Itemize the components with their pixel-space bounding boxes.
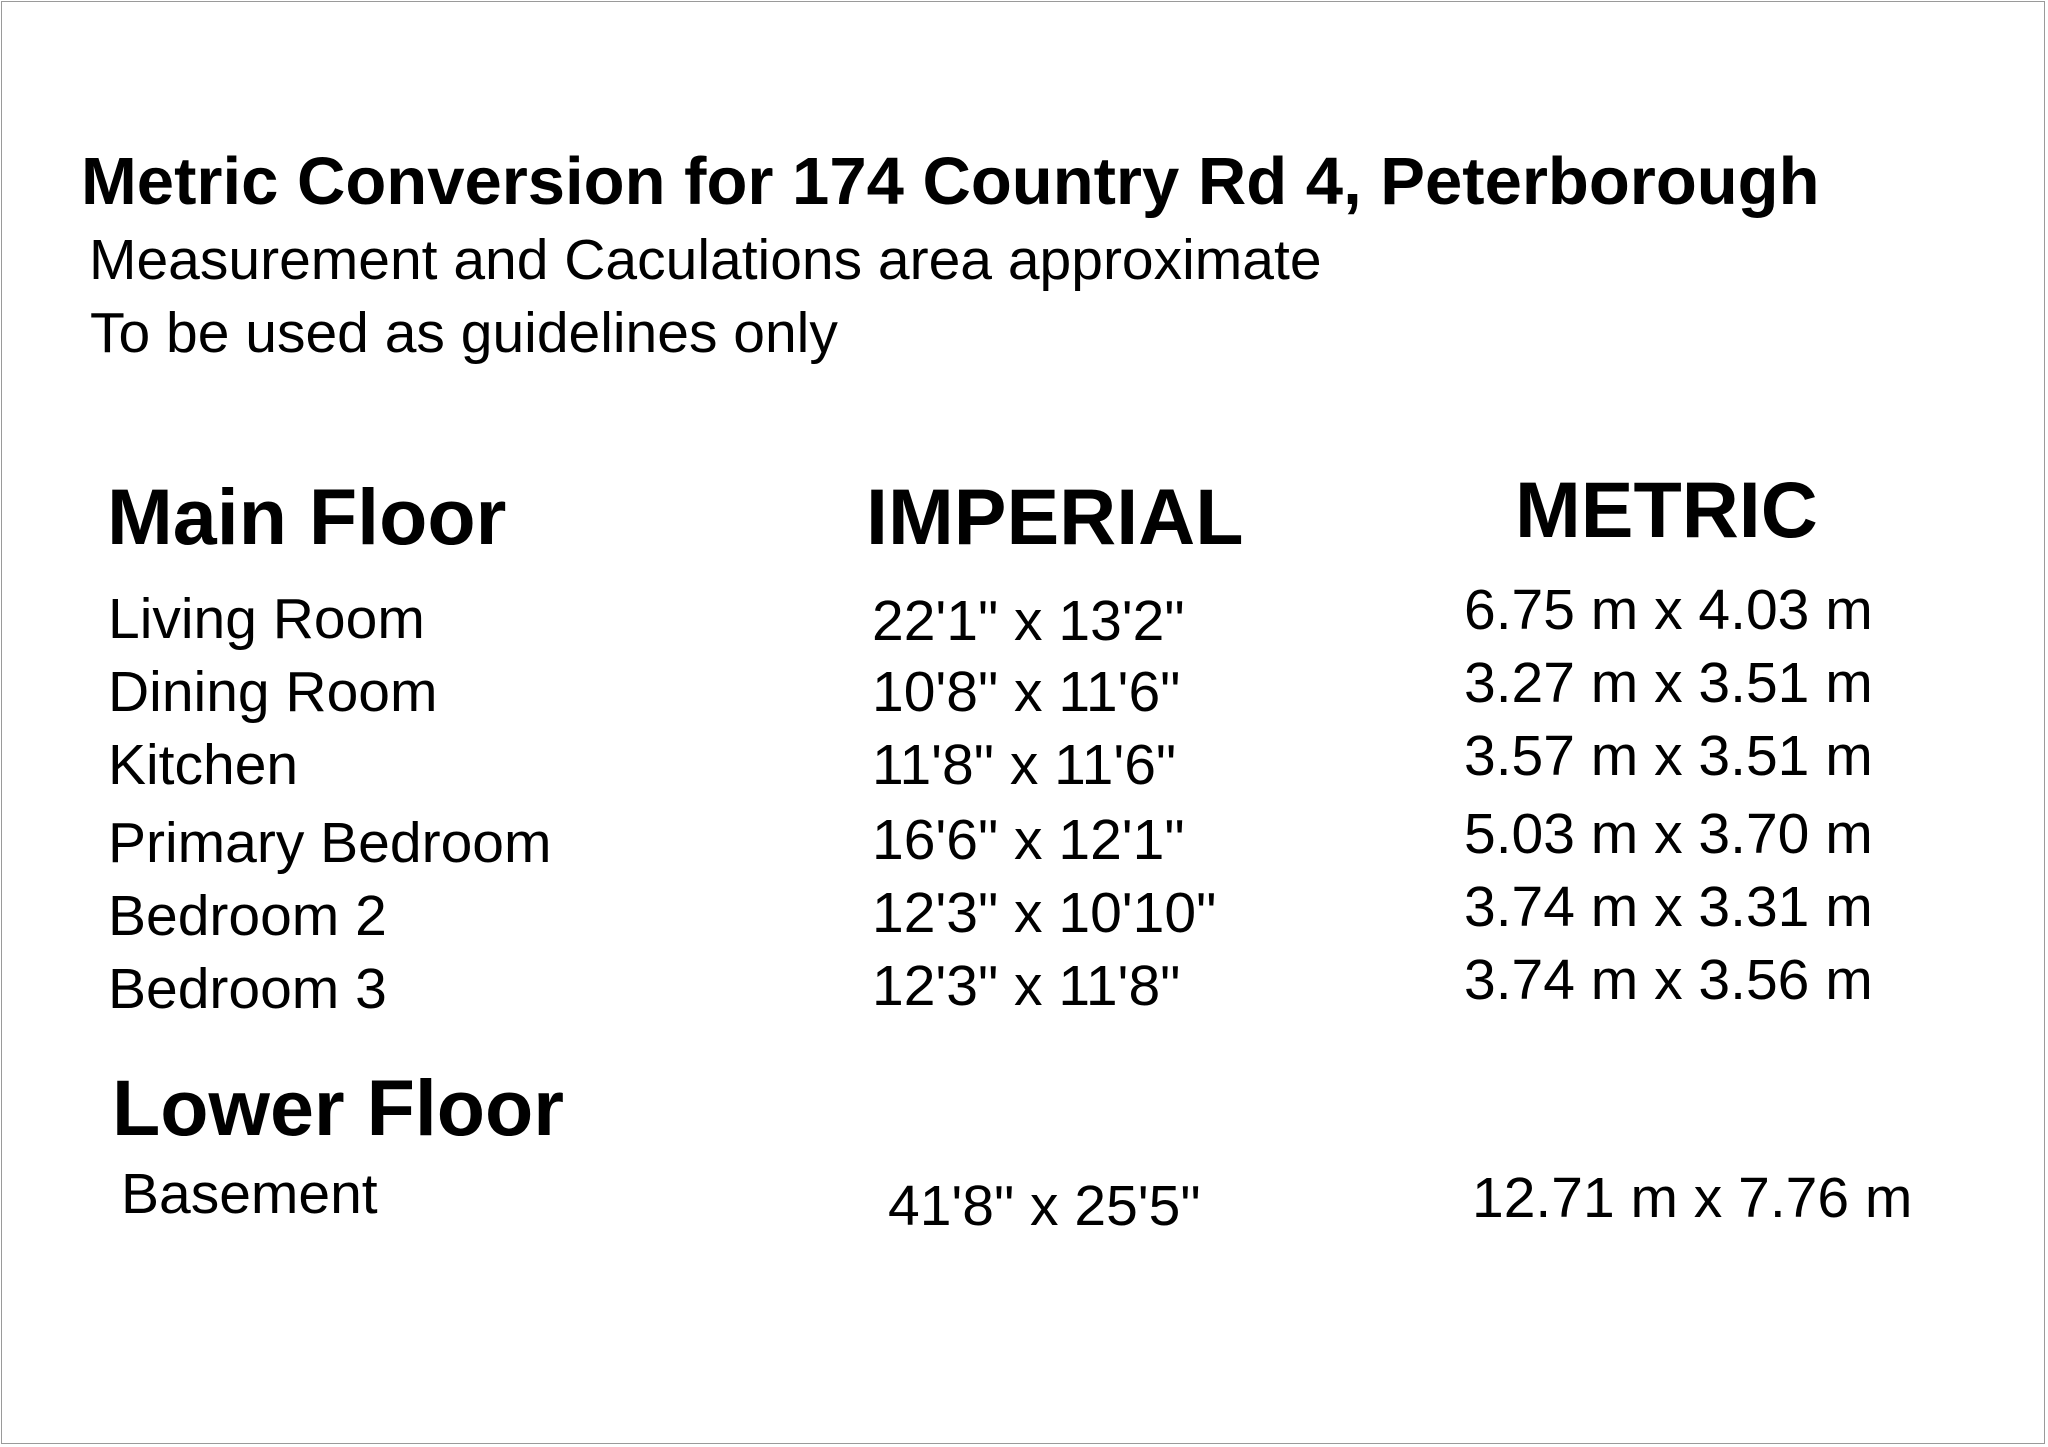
room-name-dining-room: Dining Room xyxy=(108,660,438,724)
room-name-bedroom-2: Bedroom 2 xyxy=(108,884,387,948)
metric-living-room: 6.75 m x 4.03 m xyxy=(1464,578,1873,642)
metric-dining-room: 3.27 m x 3.51 m xyxy=(1464,651,1873,715)
metric-primary-bedroom: 5.03 m x 3.70 m xyxy=(1464,802,1873,866)
page-title: Metric Conversion for 174 Country Rd 4, Peterborough xyxy=(81,144,1820,219)
metric-basement: 12.71 m x 7.76 m xyxy=(1472,1166,1913,1230)
room-name-bedroom-3: Bedroom 3 xyxy=(108,957,387,1021)
imperial-primary-bedroom: 16'6" x 12'1" xyxy=(872,808,1185,872)
imperial-kitchen: 11'8" x 11'6" xyxy=(872,733,1177,797)
metric-column-heading: METRIC xyxy=(1515,465,1818,554)
imperial-basement: 41'8" x 25'5" xyxy=(888,1174,1201,1238)
metric-bedroom-2: 3.74 m x 3.31 m xyxy=(1464,875,1873,939)
metric-bedroom-3: 3.74 m x 3.56 m xyxy=(1464,948,1873,1012)
room-name-primary-bedroom: Primary Bedroom xyxy=(108,811,552,875)
imperial-dining-room: 10'8" x 11'6" xyxy=(872,660,1181,724)
imperial-column-heading: IMPERIAL xyxy=(866,472,1244,561)
room-name-basement: Basement xyxy=(121,1162,378,1226)
imperial-living-room: 22'1" x 13'2" xyxy=(872,589,1185,653)
metric-kitchen: 3.57 m x 3.51 m xyxy=(1464,724,1873,788)
room-name-living-room: Living Room xyxy=(108,587,425,651)
room-name-kitchen: Kitchen xyxy=(108,733,299,797)
imperial-bedroom-2: 12'3" x 10'10" xyxy=(872,881,1217,945)
lower-floor-heading: Lower Floor xyxy=(112,1063,565,1152)
subtitle-line-2: To be used as guidelines only xyxy=(90,301,838,365)
subtitle-line-1: Measurement and Caculations area approximate xyxy=(89,228,1322,292)
main-floor-heading: Main Floor xyxy=(107,472,507,561)
imperial-bedroom-3: 12'3" x 11'8" xyxy=(872,954,1181,1018)
